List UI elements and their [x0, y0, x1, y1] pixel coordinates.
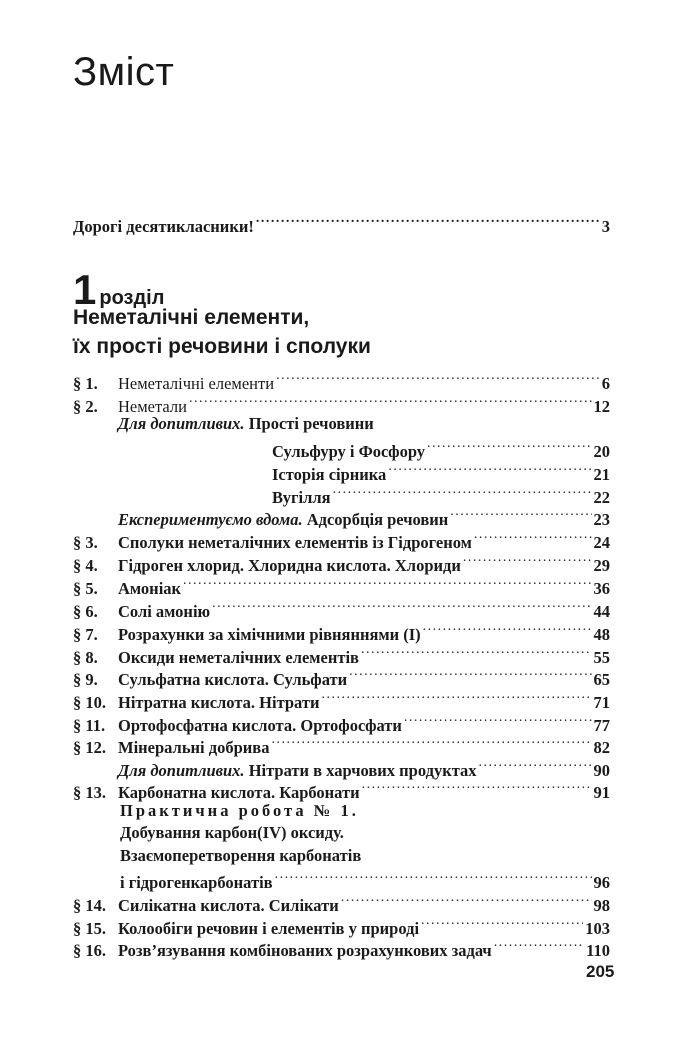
toc-intro[interactable] — [73, 212, 610, 237]
para-number: § 13. — [73, 783, 106, 802]
para-number: § 14. — [73, 896, 106, 915]
dot-leader — [494, 936, 584, 956]
toc-intro-label: Дорогі десятикласники! — [73, 217, 254, 236]
dot-leader — [427, 437, 591, 457]
section-number: 1 — [73, 266, 97, 313]
entry-label: і гідрогенкарбонатів — [120, 873, 273, 892]
toc-intro-page: 3 — [601, 217, 610, 236]
toc-subentry — [118, 414, 374, 434]
entry-label: Нітрати в харчових продуктах — [248, 761, 477, 780]
entry-prefix: Експериментуємо вдома. — [118, 510, 303, 529]
entry-page: 12 — [593, 397, 610, 416]
entry-page: 77 — [593, 716, 610, 735]
para-number: § 11. — [73, 716, 106, 735]
dot-leader — [450, 505, 591, 525]
dot-leader — [362, 778, 592, 798]
para-number: § 5. — [73, 579, 98, 598]
toc-entry[interactable] — [73, 528, 610, 553]
para-number: § 4. — [73, 556, 98, 575]
entry-label: Амоніак — [118, 579, 182, 598]
entry-page: 29 — [593, 556, 610, 575]
entry-page: 6 — [601, 374, 610, 393]
entry-label: Сульфуру і Фосфору — [272, 442, 426, 461]
toc-entry[interactable] — [73, 620, 610, 645]
section-title-line2: їх прості речовини і сполуки — [73, 335, 371, 358]
entry-page: 20 — [593, 442, 610, 461]
section-word: розділ — [99, 287, 165, 309]
para-number: § 12. — [73, 738, 106, 757]
toc-entry[interactable] — [73, 551, 610, 576]
entry-page: 71 — [593, 693, 610, 712]
dot-leader — [333, 483, 592, 503]
entry-page: 21 — [593, 465, 610, 484]
toc-subentry[interactable] — [118, 505, 610, 530]
practical-work-line: Взаємоперетворення карбонатів — [120, 846, 362, 865]
entry-page: 44 — [593, 602, 610, 621]
para-number: § 9. — [73, 670, 98, 689]
entry-label: Мінеральні добрива — [118, 738, 270, 757]
entry-label: Прості речовини — [248, 414, 374, 433]
dot-leader — [404, 711, 592, 731]
toc-entry[interactable] — [73, 369, 610, 394]
dot-leader — [388, 460, 591, 480]
toc-entry[interactable] — [73, 778, 610, 803]
dot-leader — [276, 369, 600, 389]
entry-page: 110 — [586, 941, 610, 960]
dot-leader — [321, 688, 591, 708]
toc-entry[interactable] — [73, 597, 610, 622]
para-number: § 16. — [73, 941, 106, 960]
toc-entry[interactable] — [73, 936, 610, 961]
toc-entry[interactable] — [73, 891, 610, 916]
entry-label: Розв’язування комбінованих розрахункових задач — [118, 941, 492, 960]
section-title-line1: Неметалічні елементи, — [73, 306, 310, 329]
para-number: § 1. — [73, 374, 98, 393]
dot-leader — [341, 891, 592, 911]
para-number: § 10. — [73, 693, 106, 712]
entry-page: 48 — [593, 625, 610, 644]
para-number: § 2. — [73, 397, 98, 416]
entry-page: 55 — [593, 648, 610, 667]
entry-page: 91 — [593, 783, 610, 802]
para-number: § 6. — [73, 602, 98, 621]
toc-entry[interactable] — [73, 733, 610, 758]
dot-leader — [421, 914, 583, 934]
para-number: § 7. — [73, 625, 98, 644]
para-number: § 8. — [73, 648, 98, 667]
entry-page: 36 — [593, 579, 610, 598]
dot-leader — [189, 392, 592, 412]
entry-label: Оксиди неметалічних елементів — [118, 648, 359, 667]
entry-label: Гідроген хлорид. Хлоридна кислота. Хлориди — [118, 556, 461, 575]
entry-page: 90 — [593, 761, 610, 780]
entry-label: Солі амонію — [118, 602, 211, 621]
entry-label: Вугілля — [272, 488, 331, 507]
entry-label: Сульфатна кислота. Сульфати — [118, 670, 348, 689]
entry-label: Неметалічні елементи — [118, 374, 275, 393]
entry-label: Ортофосфатна кислота. Ортофосфати — [118, 716, 402, 735]
entry-page: 82 — [593, 738, 610, 757]
page-title: Зміст — [73, 50, 175, 94]
toc-subentry[interactable] — [272, 460, 610, 485]
entry-label: Карбонатна кислота. Карбонати — [118, 783, 360, 802]
dot-leader — [349, 665, 591, 685]
toc-entry[interactable] — [73, 574, 610, 599]
dot-leader — [463, 551, 592, 571]
entry-label: Неметали — [118, 397, 187, 416]
entry-label: Нітратна кислота. Нітрати — [118, 693, 320, 712]
entry-prefix: Для допитливих. — [118, 414, 245, 433]
practical-work-title: Практична робота № 1. — [120, 801, 359, 820]
entry-page: 96 — [593, 873, 610, 892]
page-number: 205 — [586, 962, 615, 981]
entry-page: 103 — [585, 919, 610, 938]
entry-label: Силікатна кислота. Силікати — [118, 896, 339, 915]
dot-leader — [474, 528, 592, 548]
dot-leader — [423, 620, 592, 640]
dot-leader — [479, 756, 592, 776]
entry-label: Сполуки неметалічних елементів із Гідрогеном — [118, 533, 472, 552]
entry-page: 24 — [593, 533, 610, 552]
dot-leader — [275, 868, 592, 888]
entry-page: 23 — [593, 510, 610, 529]
entry-label: Історія сірника — [272, 465, 387, 484]
dot-leader — [212, 597, 591, 617]
dot-leader — [256, 212, 600, 232]
entry-prefix: Для допитливих. — [118, 761, 245, 780]
dot-leader — [361, 643, 592, 663]
entry-label: Розрахунки за хімічними рівняннями (І) — [118, 625, 421, 644]
entry-label: Адсорбція речовин — [306, 510, 449, 529]
entry-label-wrap — [118, 510, 448, 530]
entry-page: 98 — [593, 896, 610, 915]
entry-page: 22 — [593, 488, 610, 507]
dot-leader — [271, 733, 591, 753]
toc-entry[interactable] — [73, 665, 610, 690]
para-number: § 3. — [73, 533, 98, 552]
entry-label: Колообіги речовин і елементів у природі — [118, 919, 420, 938]
toc-subentry[interactable] — [272, 437, 610, 462]
toc-subentry[interactable] — [120, 868, 610, 893]
toc-entry[interactable] — [73, 688, 610, 713]
practical-work-line: Добування карбон(IV) оксиду. — [120, 823, 344, 842]
para-number: § 15. — [73, 919, 106, 938]
entry-page: 65 — [593, 670, 610, 689]
dot-leader — [183, 574, 591, 594]
